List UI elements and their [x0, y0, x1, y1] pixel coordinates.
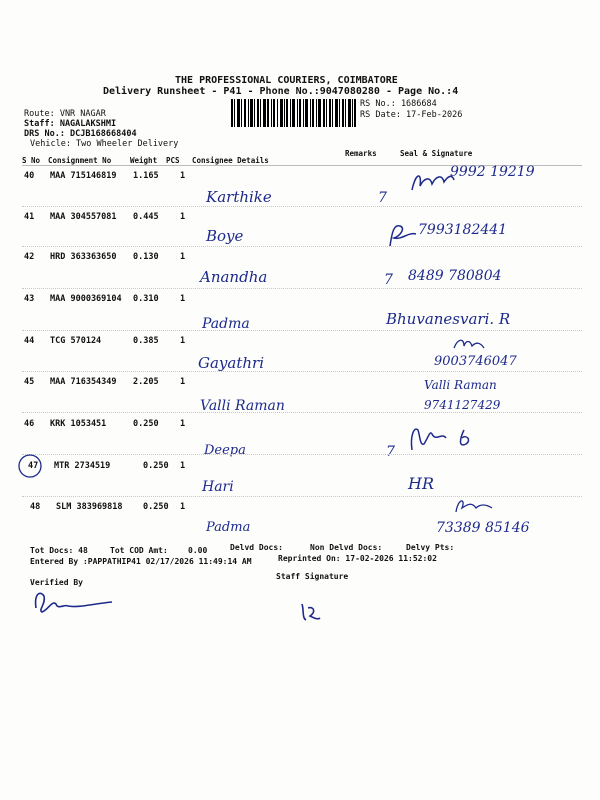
- consignee-name: Padma: [206, 520, 251, 535]
- consignee-name: Valli Raman: [200, 398, 285, 414]
- row-pcs: 1: [180, 461, 186, 471]
- row-consignment: KRK 1053451: [50, 419, 107, 429]
- delivered-docs: Delvd Docs:: [230, 543, 283, 552]
- col-weight: Weight: [130, 156, 158, 165]
- col-pcs: PCS: [166, 156, 180, 165]
- row-pcs: 1: [180, 377, 186, 387]
- row-pcs: 1: [180, 171, 186, 181]
- reprinted-on: Reprinted On: 17-02-2026 11:52:02: [278, 554, 437, 563]
- col-consignee: Consignee Details: [192, 156, 269, 165]
- consignee-name: Karthike: [206, 188, 272, 206]
- signature-text: 9003746047: [434, 354, 517, 369]
- consignee-name: Anandha: [200, 268, 268, 286]
- row-divider: [22, 371, 582, 372]
- col-remarks: Remarks: [345, 149, 377, 158]
- row-consignment: MAA 716354349: [50, 377, 117, 387]
- signature-scribble: [452, 494, 496, 518]
- row-divider: [22, 206, 582, 207]
- consignee-name: Hari: [202, 479, 234, 495]
- signature-scribble: [452, 336, 486, 354]
- row-weight: 0.445: [133, 212, 159, 222]
- signature-text: HR: [408, 474, 434, 493]
- row-pcs: 1: [180, 252, 186, 262]
- total-cod-value: 0.00: [188, 546, 208, 555]
- signature-text: Valli Raman 9741127429: [424, 378, 501, 412]
- row-weight: 0.130: [133, 252, 159, 262]
- row-sno: 46: [24, 419, 35, 429]
- row-weight: 1.165: [133, 171, 159, 181]
- staff: Staff: NAGALAKSHMI: [24, 119, 117, 129]
- row-divider: [22, 288, 582, 289]
- verified-by: Verified By: [30, 578, 83, 587]
- company-title: THE PROFESSIONAL COURIERS, COIMBATORE: [175, 75, 398, 86]
- runsheet-subtitle: Delivery Runsheet - P41 - Phone No.:9047080280 - Page No.:4: [103, 86, 459, 97]
- row-pcs: 1: [180, 294, 186, 304]
- row-divider: [22, 496, 582, 497]
- consignee-name: Deepa: [204, 443, 246, 458]
- verifier-signature: [28, 586, 118, 620]
- rs-number: RS No.: 1686684: [360, 99, 437, 109]
- remark-mark: 7: [378, 190, 387, 206]
- consignee-name: Padma: [202, 316, 250, 332]
- route: Route: VNR NAGAR: [24, 109, 106, 119]
- row-sno: 42: [24, 252, 35, 262]
- row-consignment: HRD 363363650: [50, 252, 117, 262]
- row-pcs: 1: [180, 212, 186, 222]
- signature-text: 73389 85146: [436, 520, 530, 536]
- row-divider: [22, 246, 582, 247]
- row-consignment: TCG 570124: [50, 336, 102, 346]
- signature-text: 9992 19219: [450, 164, 535, 180]
- barcode: [231, 99, 357, 127]
- row-weight: 0.250: [143, 461, 169, 471]
- col-sno: S No: [22, 156, 41, 165]
- remark-mark: 7: [386, 444, 395, 460]
- row-sno: 43: [24, 294, 35, 304]
- rs-date: RS Date: 17-Feb-2026: [360, 110, 463, 120]
- drs-number: DRS No.: DCJB168668404: [24, 129, 137, 139]
- row-divider: [22, 412, 582, 413]
- row-consignment: MTR 2734519: [54, 461, 111, 471]
- row-consignment: MAA 9000369104: [50, 294, 122, 304]
- row-sno: 47: [28, 461, 39, 471]
- staff-signature-mark: [296, 600, 326, 626]
- signature-text: 7993182441: [418, 222, 508, 238]
- row-sno: 41: [24, 212, 35, 222]
- non-delivered-docs: Non Delvd Docs:: [310, 543, 383, 552]
- row-weight: 0.310: [133, 294, 159, 304]
- entered-by: Entered By :PAPPATHIP41 02/17/2026 11:49:14 AM: [30, 557, 252, 566]
- row-divider: [22, 330, 582, 331]
- row-weight: 0.250: [133, 419, 159, 429]
- row-divider: [22, 454, 582, 455]
- col-seal-signature: Seal & Signature: [400, 149, 473, 158]
- signature-text: Bhuvanesvari. R: [386, 310, 511, 328]
- row-pcs: 1: [180, 336, 186, 346]
- row-sno: 45: [24, 377, 35, 387]
- total-docs: Tot Docs: 48: [30, 546, 88, 555]
- consignee-name: Gayathri: [198, 354, 264, 372]
- row-consignment: MAA 715146819: [50, 171, 117, 181]
- staff-signature-label: Staff Signature: [276, 572, 349, 581]
- row-consignment: MAA 304557081: [50, 212, 117, 222]
- row-weight: 0.385: [133, 336, 159, 346]
- row-pcs: 1: [180, 502, 186, 512]
- consignee-name: Boye: [206, 227, 244, 245]
- row-weight: 0.250: [143, 502, 169, 512]
- vehicle: Vehicle: Two Wheeler Delivery: [30, 139, 179, 149]
- signature-text: 8489 780804: [408, 268, 502, 284]
- row-pcs: 1: [180, 419, 186, 429]
- row-sno: 40: [24, 171, 35, 181]
- remark-mark: 7: [384, 272, 393, 288]
- row-consignment: SLM 383969818: [56, 502, 123, 512]
- signature-scribble: [408, 168, 458, 198]
- col-consignment: Consignment No: [48, 156, 112, 165]
- row-weight: 2.205: [133, 377, 159, 387]
- row-sno: 48: [30, 502, 41, 512]
- delivery-points: Delvy Pts:: [406, 543, 455, 552]
- total-cod-label: Tot COD Amt:: [110, 546, 168, 555]
- row-sno: 44: [24, 336, 35, 346]
